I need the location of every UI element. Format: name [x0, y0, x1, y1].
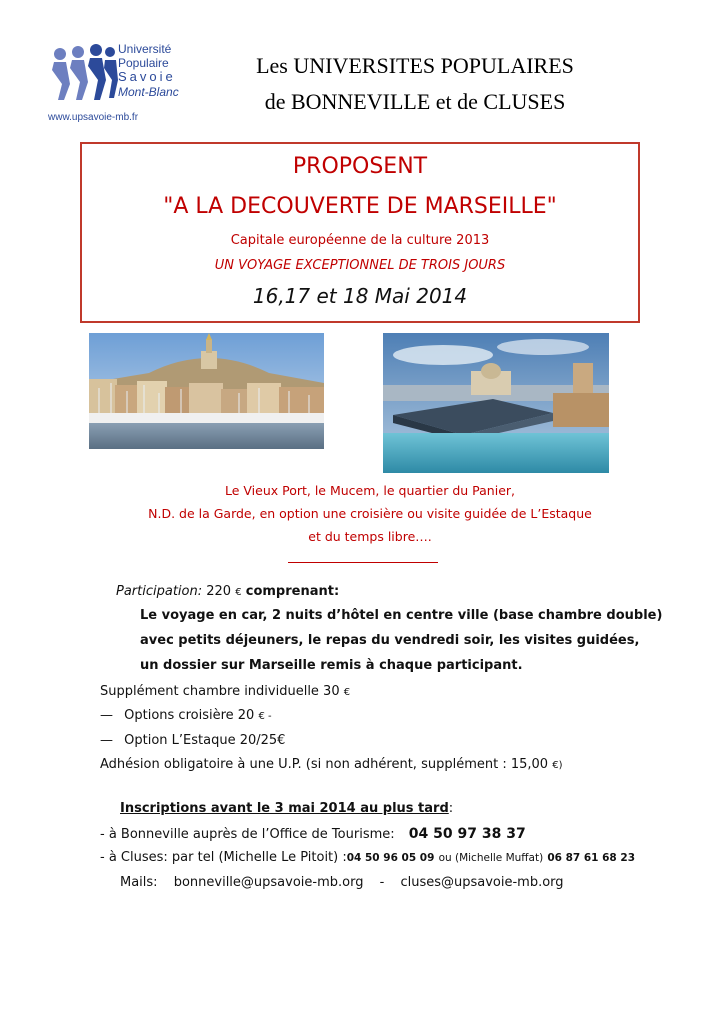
cluses-phone2[interactable]: 06 87 61 68 23 — [547, 852, 635, 864]
proposent-heading: PROPOSENT — [292, 154, 428, 179]
website-link[interactable]: www.upsavoie-mb.fr — [48, 112, 139, 123]
cluses-or: ou (Michelle Muffat) — [438, 852, 544, 864]
supplement-euro: € — [343, 687, 351, 698]
bonneville-text: - à Bonneville auprès de l’Office de Tourisme: — [100, 827, 395, 842]
participation-comprenant: comprenant: — [245, 584, 340, 599]
title-box — [80, 142, 640, 323]
logo-runners-icon — [48, 40, 120, 108]
inscriptions-colon: : — [448, 801, 454, 816]
cluses-phone1[interactable]: 04 50 96 05 09 — [346, 852, 435, 864]
cluses-text: - à Cluses: par tel (Michelle Le Pitoit) : — [100, 850, 347, 865]
capital-subtitle: Capitale européenne de la culture 2013 — [230, 233, 490, 248]
photo-vieux-port — [89, 333, 324, 449]
inscriptions-heading — [120, 799, 453, 819]
dash-icon: — — [100, 733, 113, 748]
participation-label: Participation: — [116, 584, 203, 599]
include-line3: un dossier sur Marseille remis à chaque participant. — [140, 658, 523, 673]
option-croisiere — [100, 706, 272, 727]
bonneville-phone[interactable]: 04 50 97 38 37 — [408, 826, 526, 842]
header — [210, 48, 620, 120]
estaque-text: Option L’Estaque 20/25€ — [124, 733, 286, 748]
option-estaque — [100, 731, 285, 751]
divider — [288, 562, 438, 563]
header-line1: Les UNIVERSITES POPULAIRES — [256, 53, 574, 78]
logo-text-line4: Mont-Blanc — [118, 85, 179, 99]
mails-label: Mails: — [120, 875, 158, 890]
logo-text-line1: Université — [118, 42, 172, 56]
logo-text-line2: Populaire — [118, 56, 169, 70]
contact-mails — [120, 873, 576, 893]
header-line2: de BONNEVILLE et de CLUSES — [264, 89, 566, 114]
adhesion-euro: €) — [552, 760, 563, 771]
photo-mucem — [383, 333, 609, 473]
croisiere-text: Options croisière 20 — [124, 708, 255, 723]
mail-separator: - — [379, 875, 385, 890]
adhesion-text: Adhésion obligatoire à une U.P. (si non adhérent, supplément : 15,00 — [100, 757, 549, 772]
voyage-subtitle: UN VOYAGE EXCEPTIONNEL DE TROIS JOURS — [214, 258, 506, 273]
participation-line — [116, 582, 339, 603]
logo — [48, 40, 178, 108]
supplement-text: Supplément chambre individuelle 30 — [100, 684, 340, 699]
program-line1: Le Vieux Port, le Mucem, le quartier du Panier, — [224, 483, 516, 498]
include-line1: Le voyage en car, 2 nuits d’hôtel en centre ville (base chambre double) — [140, 608, 663, 623]
program-line3: et du temps libre…. — [308, 529, 432, 544]
mail-cluses[interactable]: cluses@upsavoie-mb.org — [400, 875, 564, 890]
logo-text-line3: Savoie — [118, 69, 176, 84]
contact-bonneville — [100, 824, 526, 845]
inscriptions-title: Inscriptions avant le 3 mai 2014 au plus tard — [120, 801, 449, 816]
option-adhesion — [100, 755, 562, 776]
croisiere-euro: € - — [258, 711, 272, 722]
program-line2: N.D. de la Garde, en option une croisière ou visite guidée de L’Estaque — [148, 506, 592, 521]
option-supplement — [100, 682, 350, 703]
include-line2: avec petits déjeuners, le repas du vendredi soir, les visites guidées, — [140, 633, 640, 648]
participation-price: 220 — [206, 584, 232, 599]
dash-icon: — — [100, 708, 113, 723]
trip-dates: 16,17 et 18 Mai 2014 — [252, 284, 468, 308]
participation-euro: € — [235, 587, 242, 598]
mail-bonneville[interactable]: bonneville@upsavoie-mb.org — [173, 875, 364, 890]
contact-cluses — [100, 848, 635, 868]
trip-title: "A LA DECOUVERTE DE MARSEILLE" — [163, 194, 557, 219]
